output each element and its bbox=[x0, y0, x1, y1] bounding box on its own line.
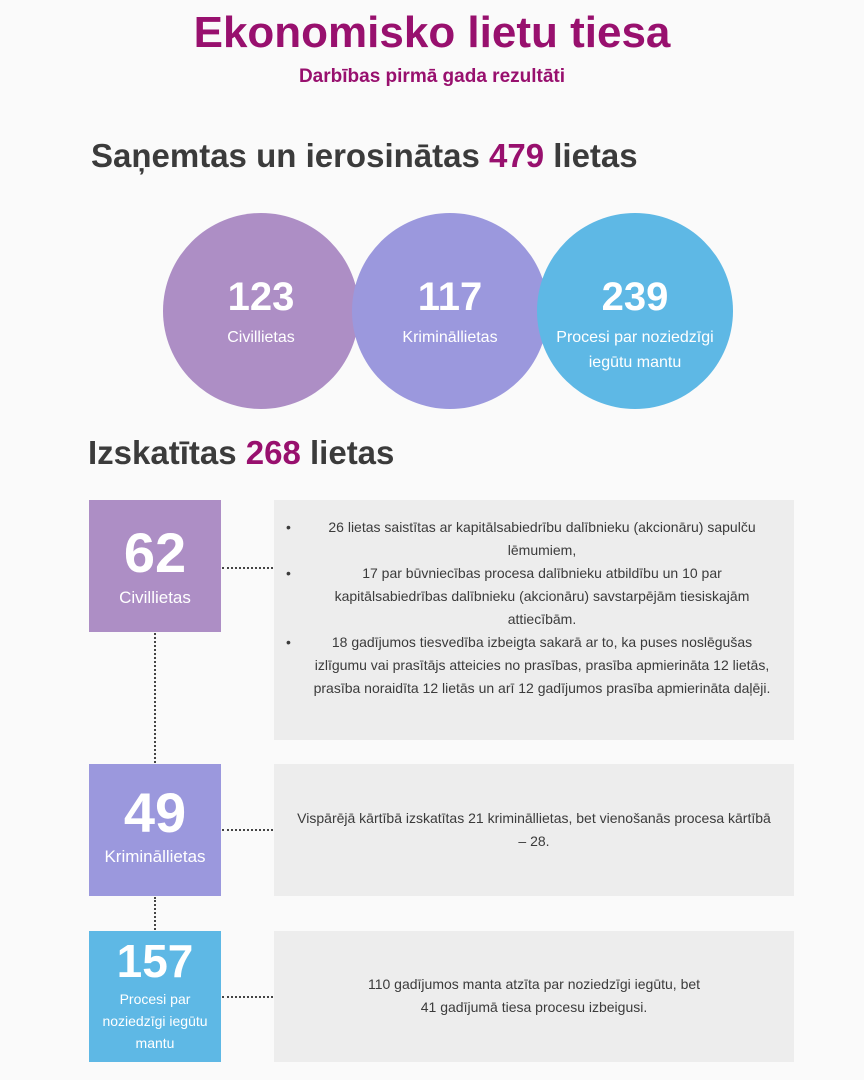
box-label: Civillietas bbox=[119, 588, 191, 607]
vertical-dotted-connector bbox=[154, 897, 156, 930]
circle-label: Procesi par noziedzīgi iegūtu mantu bbox=[556, 329, 714, 371]
received-heading-suffix: lietas bbox=[553, 137, 638, 174]
page-subtitle: Darbības pirmā gada rezultāti bbox=[298, 66, 566, 87]
received-heading bbox=[91, 137, 638, 175]
circle-number: 117 bbox=[417, 275, 483, 319]
bullet-icon: • bbox=[286, 634, 291, 650]
circle-civil-cases bbox=[163, 213, 359, 409]
box-number: 49 bbox=[123, 781, 187, 844]
civil-details-panel bbox=[274, 500, 794, 740]
circle-label: Krimināllietas bbox=[402, 329, 498, 346]
circle-label: Civillietas bbox=[227, 329, 295, 346]
examined-heading bbox=[88, 434, 394, 472]
list-item-text: 26 lietas saistītas ar kapitālsabiedrību dalībnieku (akcionāru) sapulču lēmumiem, bbox=[328, 519, 756, 558]
page-title: Ekonomisko lietu tiesa bbox=[193, 8, 671, 57]
list-item bbox=[286, 631, 776, 700]
list-item bbox=[286, 562, 776, 631]
examined-heading-prefix: Izskatītas bbox=[88, 434, 237, 471]
received-total: 479 bbox=[489, 137, 545, 174]
box-number: 62 bbox=[123, 521, 187, 584]
examined-total: 268 bbox=[245, 434, 301, 471]
vertical-dotted-connector bbox=[154, 633, 156, 763]
box-label: Procesi par noziedzīgi iegūtu mantu bbox=[102, 991, 208, 1051]
list-item-text: 17 par būvniecības procesa dalībnieku atbildību un 10 par kapitālsabiedrības dalībnieku (akcionāru) savstarpējām tiesiskajām attiecībām. bbox=[334, 565, 750, 627]
criminal-details-panel bbox=[274, 764, 794, 896]
proceeds-details-text bbox=[294, 973, 774, 1019]
box-criminal-cases bbox=[89, 764, 221, 896]
proceeds-details-line: 41 gadījumā tiesa procesu izbeigusi. bbox=[420, 999, 648, 1015]
proceeds-details-panel bbox=[274, 931, 794, 1062]
received-heading-prefix: Saņemtas un ierosinātas bbox=[91, 137, 480, 174]
dotted-connector bbox=[222, 567, 273, 569]
proceeds-details-line: 110 gadījumos manta atzīta par noziedzīgi iegūtu, bet bbox=[367, 976, 701, 992]
bullet-icon: • bbox=[286, 565, 291, 581]
dotted-connector bbox=[222, 829, 273, 831]
box-proceeds-cases bbox=[89, 931, 221, 1062]
dotted-connector bbox=[222, 996, 273, 998]
civil-details-list bbox=[274, 500, 794, 700]
box-number: 157 bbox=[116, 935, 194, 987]
circle-criminal-cases bbox=[352, 213, 548, 409]
circle-number: 239 bbox=[601, 275, 669, 319]
bullet-icon: • bbox=[286, 519, 291, 535]
box-civil-cases bbox=[89, 500, 221, 632]
circle-number: 123 bbox=[227, 275, 295, 319]
list-item-text: 18 gadījumos tiesvedība izbeigta sakarā ar to, ka puses noslēgušas izlīgumu vai prasītājs atteicies no prasības, prasība apmierināta 12 lietās, prasība noraidīta 12 lietās un arī 12 gadījumos prasība apmierināta daļēji. bbox=[313, 634, 771, 696]
box-label: Krimināllietas bbox=[104, 847, 206, 866]
circle-proceeds-cases bbox=[537, 213, 733, 409]
examined-heading-suffix: lietas bbox=[310, 434, 395, 471]
criminal-details-text: Vispārējā kārtībā izskatītas 21 krimināllietas, bet vienošanās procesa kārtībā – 28. bbox=[297, 810, 771, 849]
list-item bbox=[286, 516, 776, 562]
